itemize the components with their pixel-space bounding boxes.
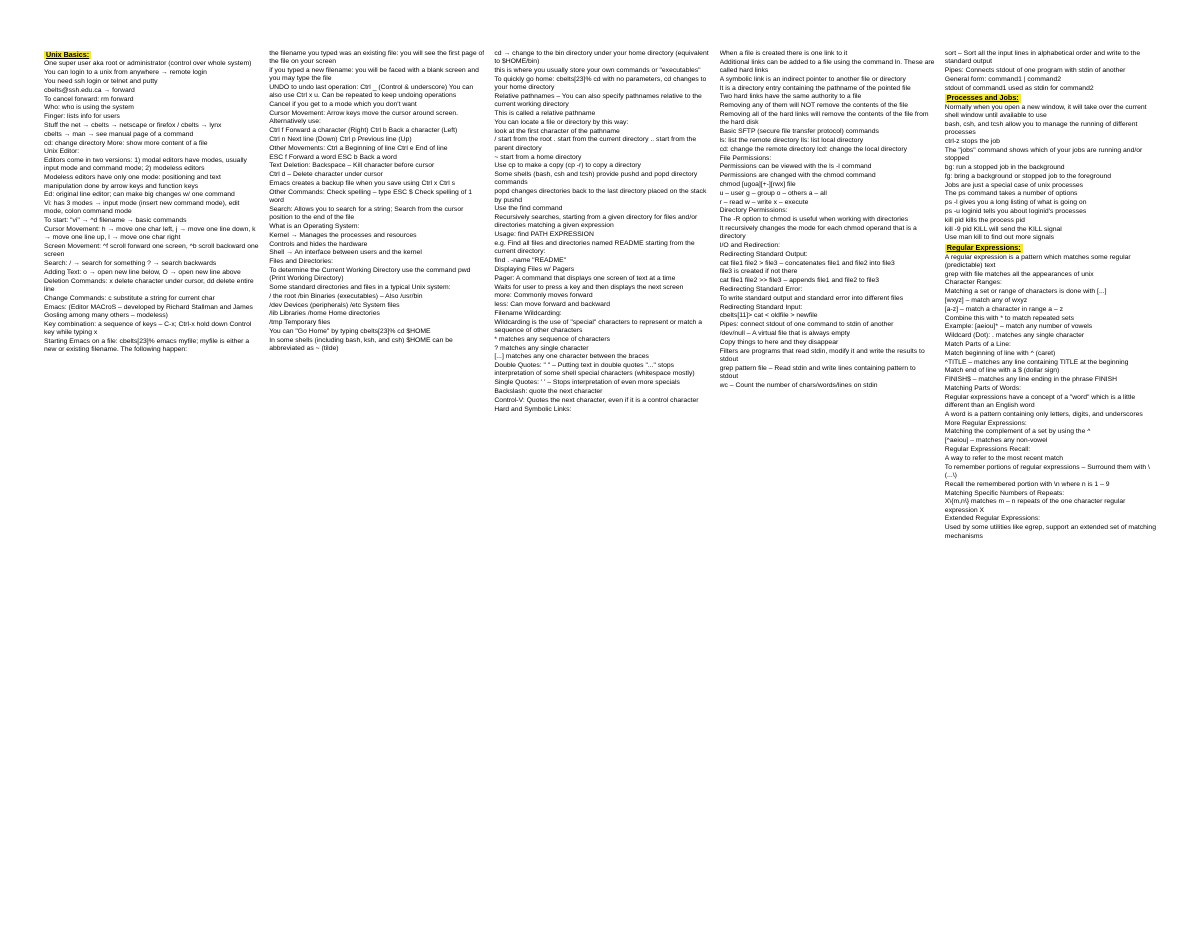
text-line: Editors come in two versions: 1) modal editors have modes, usually input mode and command mode; 2) modeless editors [44, 157, 247, 173]
text-line: Control-V: Quotes the next character, even if it is a control character [494, 396, 699, 404]
text-line: It recursively changes the mode for each chmod operand that is a directory [719, 224, 917, 241]
text-line: In some shells (including bash, ksh, and csh) $HOME can be abbreviated as ~ (tilde) [269, 336, 453, 353]
text-line: [wxyz] – match any of wxyz [944, 297, 1028, 305]
text-line: ESC f Forward a word ESC b Back a word [269, 153, 397, 161]
text-line: Directory Permissions: [719, 207, 788, 215]
text-line: Search: Allows you to search for a string; Search from the cursor position to the end of the file [269, 205, 464, 222]
text-line: Regular Expressions Recall: [944, 446, 1031, 454]
text-line: To quickly go home: cbelts[23]% cd with no parameters, cd changes to your home directory [494, 75, 707, 92]
text-line: cbelts → man → see manual page of a command [44, 130, 194, 138]
section-title: Regular Expressions: [946, 243, 1021, 253]
text-line: Match end of line with a $ (dollar sign) [944, 367, 1060, 375]
text-line: What is an Operating System: [269, 222, 360, 230]
text-line: To start: "vi" → ^d filename → basic commands [44, 217, 187, 225]
text-line: kill pid kills the process pid [944, 216, 1025, 224]
text-line: Kernel → Manages the processes and resources [269, 231, 417, 239]
text-line: Pipes: Connects stdout of one program with stdin of another [944, 67, 1126, 75]
text-line: A symbolic link is an indirect pointer to another file or directory [719, 75, 906, 83]
text-line: Unix Editor: [44, 148, 80, 156]
text-line: Use the find command [494, 205, 563, 213]
text-line: grep pattern file – Read stdin and write lines containing pattern to stdout [719, 364, 916, 380]
text-line: Matching Parts of Words: [944, 385, 1021, 392]
text-line: I/O and Redirection: [719, 242, 781, 250]
text-line: grep with file matches all the appearances of unix [944, 270, 1094, 278]
text-line: ? matches any single character [494, 344, 589, 352]
text-line: Cancel if you get to a mode which you don't want [269, 101, 417, 109]
text-line: cbelts[11]> cat < oldfile > newfile [719, 312, 818, 320]
text-line: Removing all of the hard links will remove the contents of the file from the hard disk [719, 111, 929, 127]
text-line: Permissions can be viewed with the ls -l command [719, 163, 872, 171]
text-line: Finger: lists info for users [44, 113, 120, 121]
text-line: A way to refer to the most recent match [944, 454, 1064, 462]
text-line: u – user g – group o – others a – all [719, 189, 827, 197]
text-line: Recursively searches, starting from a given directory for files and/or directories matching a given expression [494, 214, 698, 230]
text-line: ~ start from a home directory [494, 153, 582, 161]
text-line: ps -l gives you a long listing of what is going on [944, 199, 1087, 207]
text-line: Single Quotes: ' ' – Stops interpretation of even more specials [494, 379, 680, 387]
text-line: * matches any sequence of characters [494, 335, 611, 343]
text-line: Filters are programs that read stdin, modify it and write the results to stdout [719, 347, 925, 363]
text-line: Screen Movement: ^f scroll forward one screen, ^b scroll backward one screen [44, 243, 259, 259]
text-line: ps -u loginid tells you about loginid's processes [944, 207, 1087, 215]
text-line: [...] matches any one character between the braces [494, 353, 649, 361]
text-line: Adding Text: o → open new line below, O → open new line above [44, 269, 241, 277]
text-line: Filename Wildcarding: [494, 309, 562, 317]
text-line: Pipes: connect stdout of one command to stdin of another [719, 321, 894, 329]
text-line: Key combination: a sequence of keys – C-x; Ctrl-x hold down Control key while typing x [44, 320, 252, 337]
text-line: Wildcard (Dot): . matches any single character [944, 332, 1085, 340]
text-line: e.g. Find all files and directories named README starting from the current directory: [494, 240, 695, 256]
text-line: look at the first character of the pathname [494, 127, 620, 135]
text-line: Emacs creates a backup file when you save using Ctrl x Ctrl s [269, 179, 456, 187]
text-line: The -R option to chmod is useful when working with directories [719, 216, 909, 224]
text-line: Ctrl f Forward a character (Right) Ctrl b Back a character (Left) [269, 127, 458, 135]
text-line: FINISH$ – matches any line ending in the phrase FINISH [944, 376, 1118, 384]
text-line: cbelts@ssh.edu.ca → forward [44, 86, 135, 94]
text-line: Who: who is using the system [44, 104, 134, 112]
text-line: More Regular Expressions: [944, 419, 1027, 427]
text-line: Deletion Commands: x delete character under cursor, dd delete entire line [44, 277, 254, 294]
text-line: Match Parts of a Line: [944, 341, 1011, 349]
text-line: wc – Count the number of chars/words/lines on stdin [719, 381, 878, 389]
text-line: less: Can move forward and backward [494, 301, 610, 309]
text-line: Usage: find PATH EXPRESSION [494, 231, 594, 239]
text-line: Waits for user to press a key and then displays the next screen [494, 283, 684, 291]
section-title: Unix Basics: [46, 50, 90, 59]
text-line: Match beginning of line with ^ (caret) [944, 349, 1056, 357]
text-line: The ps command takes a number of options [944, 190, 1078, 198]
column-3 [494, 50, 709, 895]
text-line: Copy things to here and they disappear [719, 338, 839, 346]
text-line: chmod [ugoa][+-][rwx] file [719, 180, 796, 188]
text-line: Combine this with * to match repeated sets [944, 314, 1075, 322]
text-line: X\{m,n\} matches m – n repeats of the one character regular expression X [944, 498, 1126, 514]
text-line: Removing any of them will NOT remove the contents of the file [719, 102, 908, 110]
text-line: Matching the complement of a set by using the ^ [944, 428, 1091, 436]
text-line: You can locate a file or directory by this way: [494, 118, 629, 126]
text-line: /dev/null – A virtual file that is always empty [719, 330, 850, 337]
text-line: To cancel forward: rm forward [44, 95, 134, 103]
text-line: You can login to a unix from anywhere → remote login [44, 69, 207, 77]
text-line: Jobs are just a special case of unix processes [944, 181, 1084, 189]
text-line: Redirecting Standard Output: [719, 250, 808, 258]
text-line: The "jobs" command shows which of your jobs are running and/or stopped [944, 146, 1143, 163]
text-line: ls: list the remote directory lls: list local directory [719, 136, 864, 144]
text-line: A word is a pattern containing only letters, digits, and underscores [944, 410, 1143, 418]
text-line: this is where you usually store your own commands or "executables" [494, 67, 701, 75]
text-line: bg: run a stopped job in the background [944, 163, 1065, 171]
text-line: file3 is created if not there [719, 268, 798, 276]
text-line: Files and Directories: [269, 258, 334, 266]
text-line: Normally when you open a new window, it will take over the current shell window until available to use [944, 103, 1147, 120]
text-line: Matching Specific Numbers of Repeats: [944, 489, 1065, 497]
text-line: Hard and Symbolic Links: [494, 405, 572, 413]
text-line: You need ssh login or telnet and putty [44, 78, 158, 85]
text-line: Starting Emacs on a file: cbelts[23]% emacs myfile; myfile is either a new or existing filename. The following happen: [44, 337, 250, 354]
text-line: Other Commands: Check spelling – type ESC $ Check spelling of 1 word [269, 188, 473, 205]
text-line: /tmp Temporary files [269, 319, 331, 327]
text-line: cd: change the remote directory lcd: change the local directory [719, 145, 907, 153]
text-line: ^TITLE – matches any line containing TITLE at the beginning [944, 358, 1129, 366]
text-line: Stuff the net → cbelts → netscape or firefox / cbelts → lynx [44, 121, 222, 129]
text-line: cd: change directory More: show more content of a file [44, 139, 208, 147]
text-line: Some standard directories and files in a typical Unix system: [269, 284, 451, 292]
text-line: Controls and hides the hardware [269, 240, 368, 248]
text-line: File Permissions: [719, 154, 772, 162]
text-line: Two hard links have the same authority to a file [719, 93, 862, 101]
text-line: Additional links can be added to a file using the command ln. These are called hard links [719, 58, 935, 75]
text-line: Text Deletion: Backspace – Kill character before cursor [269, 162, 435, 170]
text-line: /lib Libraries /home Home directories [269, 310, 380, 318]
text-line: [a-z] – match a character in range a – z [944, 305, 1064, 313]
text-line: Emacs: (Editor MACroS – developed by Richard Stallman and James Gosling among many others – modeless) [44, 303, 253, 320]
text-line: Cursor Movement: Arrow keys move the cursor around screen. Alternatively use: [269, 110, 459, 126]
text-line: fg: bring a background or stopped job to the foreground [944, 172, 1112, 180]
section-title: Processes and Jobs: [946, 93, 1019, 103]
text-line: Other Movements: Ctrl a Beginning of line Ctrl e End of line [269, 144, 448, 152]
text-line: To remember portions of regular expressions – Surround them with \(...\) [944, 463, 1150, 479]
text-line: Ctrl n Next line (Down) Ctrl p Previous line (Up) [269, 135, 412, 143]
text-line: the filename you typed was an existing file: you will see the first page of the file on your screen [269, 50, 485, 66]
text-line: Permissions are changed with the chmod command [719, 172, 876, 180]
text-line: Recall the remembered portion with \n where n is 1 – 9 [944, 480, 1110, 488]
text-line: Vi: has 3 modes → input mode (insert new command mode), edit mode, colon command mode [44, 200, 240, 216]
text-line: find . -name "README" [494, 257, 567, 265]
text-line: Displaying Files w/ Pagers [494, 265, 575, 273]
text-line: This is called a relative pathname [494, 110, 596, 118]
text-line: Example: [aeiou]* – match any number of vowels [944, 323, 1093, 331]
text-line: Redirecting Standard Input: [719, 303, 803, 311]
text-line: kill -9 pid KILL will send the KILL signal [944, 225, 1062, 233]
text-line: It is a directory entry containing the pathname of the pointed file [719, 84, 911, 92]
text-line: Matching a set or range of characters is done with [...] [944, 288, 1107, 296]
text-line: Double Quotes: " " – Putting text in double quotes "..." stops interpretation of some shell special characters (whitespace mostly) [494, 362, 695, 378]
text-line: A regular expression is a pattern which matches some regular (predictable) text [944, 253, 1131, 269]
column-4 [720, 50, 935, 895]
text-line: Regular expressions have a concept of a "word" which is a little different than an English word [944, 393, 1136, 410]
column-5 [945, 50, 1160, 895]
cheat-sheet-page [44, 50, 1160, 895]
text-line: Search: / → search for something ? → search backwards [44, 260, 217, 268]
text-line: Character Ranges: [944, 279, 1002, 287]
text-line: sort – Sort all the input lines in alphabetical order and write to the standard output [944, 50, 1141, 66]
text-line: Used by some utilities like egrep, support an extended set of matching mechanisms [944, 524, 1156, 540]
text-line: General form: command1 | command2 [944, 75, 1062, 83]
text-line: more: Commonly moves forward [494, 292, 593, 300]
text-line: One super user aka root or administrator (control over whole system) [44, 60, 252, 68]
text-line: UNDO to undo last operation: Ctrl _ (Control & underscore) You can also use Ctrl x u. Can be repeated to keep undoing operations [269, 84, 474, 100]
text-line: Shell → An interface between users and the kernel [269, 249, 422, 257]
text-line: [^aeiou] – matches any non-vowel [944, 437, 1048, 445]
text-line: Basic SFTP (secure file transfer protocol) commands [719, 128, 879, 136]
column-1 [44, 50, 259, 895]
text-line: Use man kill to find out more signals [944, 234, 1054, 242]
text-line: Ctrl d – Delete character under cursor [269, 171, 383, 179]
text-line: Modeless editors have only one mode: positioning and text manipulation done by arrow keys and function keys [44, 174, 221, 190]
text-line: Some shells (bash, csh and tcsh) provide pushd and popd directory commands [494, 171, 698, 187]
text-line: stdout of command1 used as stdin for command2 [944, 84, 1094, 92]
text-line: Change Commands: c substitute a string for current char [44, 294, 215, 302]
text-line: To write standard output and standard error into different files [719, 294, 904, 302]
text-line: bash, csh, and tcsh allow you to manage the running of different processes [944, 120, 1138, 137]
text-line: Ed: original line editor; can make big changes w/ one command [44, 191, 235, 199]
text-line: ctrl-z stops the job [944, 138, 1000, 146]
text-line: Extended Regular Expressions: [944, 515, 1041, 523]
text-line: r – read w – write x – execute [719, 198, 809, 206]
text-line: cd → change to the bin directory under your home directory (equivalent to $HOME/bin) [494, 50, 709, 66]
text-line: popd changes directories back to the last directory placed on the stack by pushd [494, 188, 707, 204]
text-line: To determine the Current Working Directory use the command pwd (Print Working Directory) [269, 266, 471, 283]
text-line: Wildcarding is the use of "special" characters to represent or match a sequence of other characters [494, 318, 703, 334]
text-line: / the root /bin Binaries (executables) – Also /usr/bin [269, 292, 423, 300]
text-line: Redirecting Standard Error: [719, 286, 803, 294]
text-line: Backslash: quote the next character [494, 388, 603, 396]
text-line: cat file1 file2 >> file3 – appends file1 and file2 to file3 [719, 277, 880, 285]
text-line: Relative pathnames – You can also specify pathnames relative to the current working directory [494, 92, 702, 109]
text-line: if you typed a new filename: you will be faced with a blank screen and you may type the file [269, 67, 479, 83]
text-line: Pager: A command that displays one screen of text at a time [494, 274, 676, 282]
column-2 [269, 50, 484, 895]
text-line: /dev Devices (peripherals) /etc System files [269, 301, 400, 309]
text-line: cat file1 file2 > file3 – concatenates file1 and file2 into file3 [719, 259, 895, 267]
text-line: You can "Go Home" by typing cbelts[23]% cd $HOME [269, 328, 431, 335]
text-line: Cursor Movement: h → move one char left, j → move one line down, k → move one line up, l → move one char right [44, 226, 256, 242]
text-line: Use cp to make a copy (cp -r) to copy a directory [494, 162, 641, 170]
text-line: When a file is created there is one link to it [719, 50, 848, 57]
text-line: / start from the root . start from the current directory .. start from the parent directory [494, 136, 697, 152]
